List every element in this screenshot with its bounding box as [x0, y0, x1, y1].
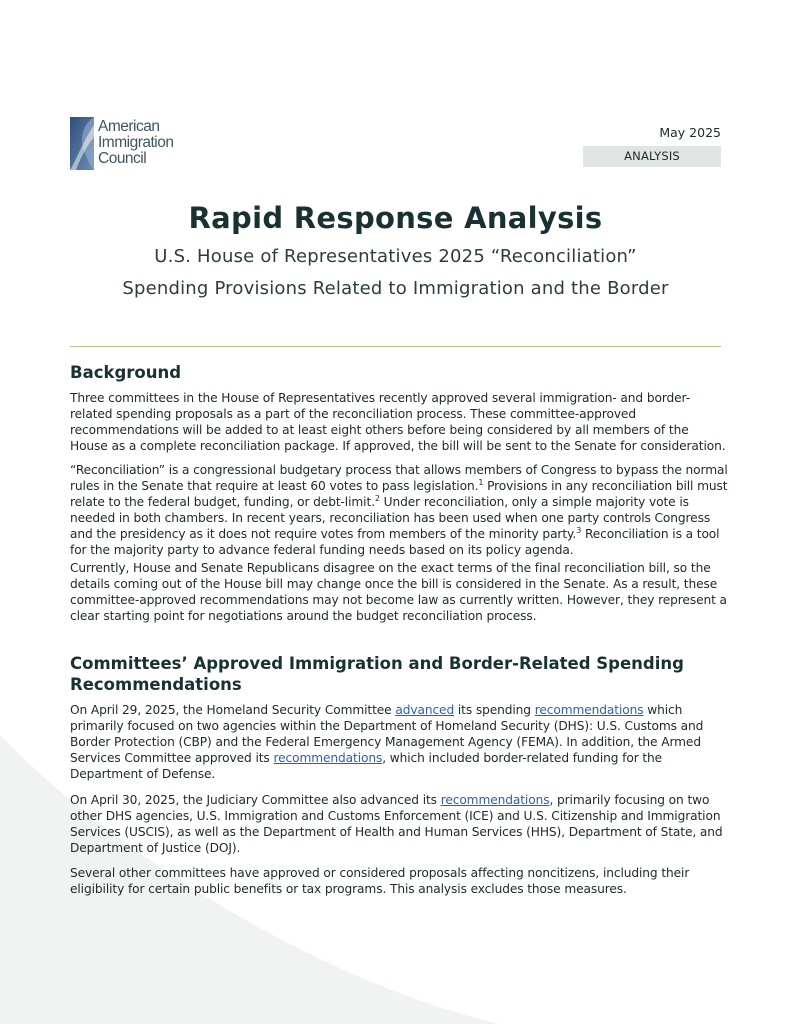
background-paragraph-3: Currently, House and Senate Republicans disagree on the exact terms of the final reconciliation bill, so the details coming out of the House bill may change once the bill is considered in the Senate. As a result, these committee-approved recommendations may not become law as currently written. However, they represent a clear starting point for negotiations around the budget reconciliation process.	[70, 561, 727, 623]
committees-heading-line-1: Committees’ Approved Immigration and Border-Related Spending	[70, 654, 684, 673]
background-paragraph-2	[70, 462, 730, 558]
organization-logo	[70, 117, 190, 173]
text-run: , primarily focusing on two other DHS agencies, U.S. Immigration and Customs Enforcement (ICE) and U.S. Citizenship and Immigration Services (USCIS), as well as the Department of Health and Human Services (HHS), Department of State, and Department of Justice (DOJ).	[70, 793, 723, 855]
footnote-2[interactable]: 2	[374, 493, 380, 503]
logo-wordmark	[98, 119, 173, 167]
committees-paragraph-1	[70, 702, 730, 782]
background-paragraph-1: Three committees in the House of Representatives recently approved several immigration- and border-related spending proposals as a part of the reconciliation process. These committee-approved recommendations will be added to at least eight others before being considered by all members of the House as a complete reconciliation package. If approved, the bill will be sent to the Senate for consideration.	[70, 391, 726, 453]
logo-mark-icon	[70, 117, 94, 170]
document-type-badge: ANALYSIS	[583, 146, 721, 167]
subtitle-line-2: Spending Provisions Related to Immigration and the Border	[122, 278, 669, 299]
publication-date: May 2025	[659, 125, 721, 140]
page-title: Rapid Response Analysis	[188, 201, 603, 235]
text-run: which primarily focused on two agencies within the Department of Homeland Security (DHS): U.S. Customs and Border Protection (CBP) and the Federal Emergency Management Agency (FEMA). In addition, the Armed Services Committee approved its	[70, 703, 704, 765]
homeland-recommendations-link[interactable]: recommendations	[534, 703, 644, 717]
text-run: Provisions in any reconciliation bill must relate to the federal budget, funding, or debt-limit.	[70, 479, 728, 509]
subtitle-line-1: U.S. House of Representatives 2025 “Reconciliation”	[154, 246, 637, 267]
text-run: Under reconciliation, only a simple majority vote is needed in both chambers. In recent years, reconciliation has been used when one party controls Congress and the presidency as it does not require votes from members of the minority party.	[70, 495, 711, 541]
advanced-link[interactable]: advanced	[395, 703, 455, 717]
committees-heading-line-2: Recommendations	[70, 675, 242, 694]
logo-line-3: Council	[98, 150, 147, 167]
armed-services-recommendations-link[interactable]: recommendations	[273, 751, 383, 765]
judiciary-recommendations-link[interactable]: recommendations	[440, 793, 550, 807]
text-run: On April 29, 2025, the Homeland Security Committee	[70, 703, 396, 717]
logo-line-2: Immigration	[98, 134, 174, 151]
footnote-1[interactable]: 1	[478, 477, 484, 487]
committees-paragraph-3: Several other committees have approved or considered proposals affecting noncitizens, including their eligibility for certain public benefits or tax programs. This analysis excludes those measures.	[70, 866, 690, 896]
text-run: , which included border-related funding for the Department of Defense.	[70, 751, 663, 781]
text-run: “Reconciliation” is a congressional budgetary process that allows members of Congress to bypass the normal rules in the Senate that require at least 60 votes to pass legislation.	[70, 463, 728, 493]
committees-paragraph-2	[70, 792, 730, 856]
text-run: On April 30, 2025, the Judiciary Committee also advanced its	[70, 793, 441, 807]
logo-line-1: American	[98, 118, 160, 135]
committees-heading	[70, 653, 721, 695]
footnote-3[interactable]: 3	[576, 525, 582, 535]
text-run: its spending	[454, 703, 535, 717]
background-heading: Background	[70, 363, 182, 382]
section-divider	[70, 346, 721, 347]
text-run: Reconciliation is a tool for the majority party to advance federal funding needs based on its policy agenda.	[70, 527, 720, 557]
